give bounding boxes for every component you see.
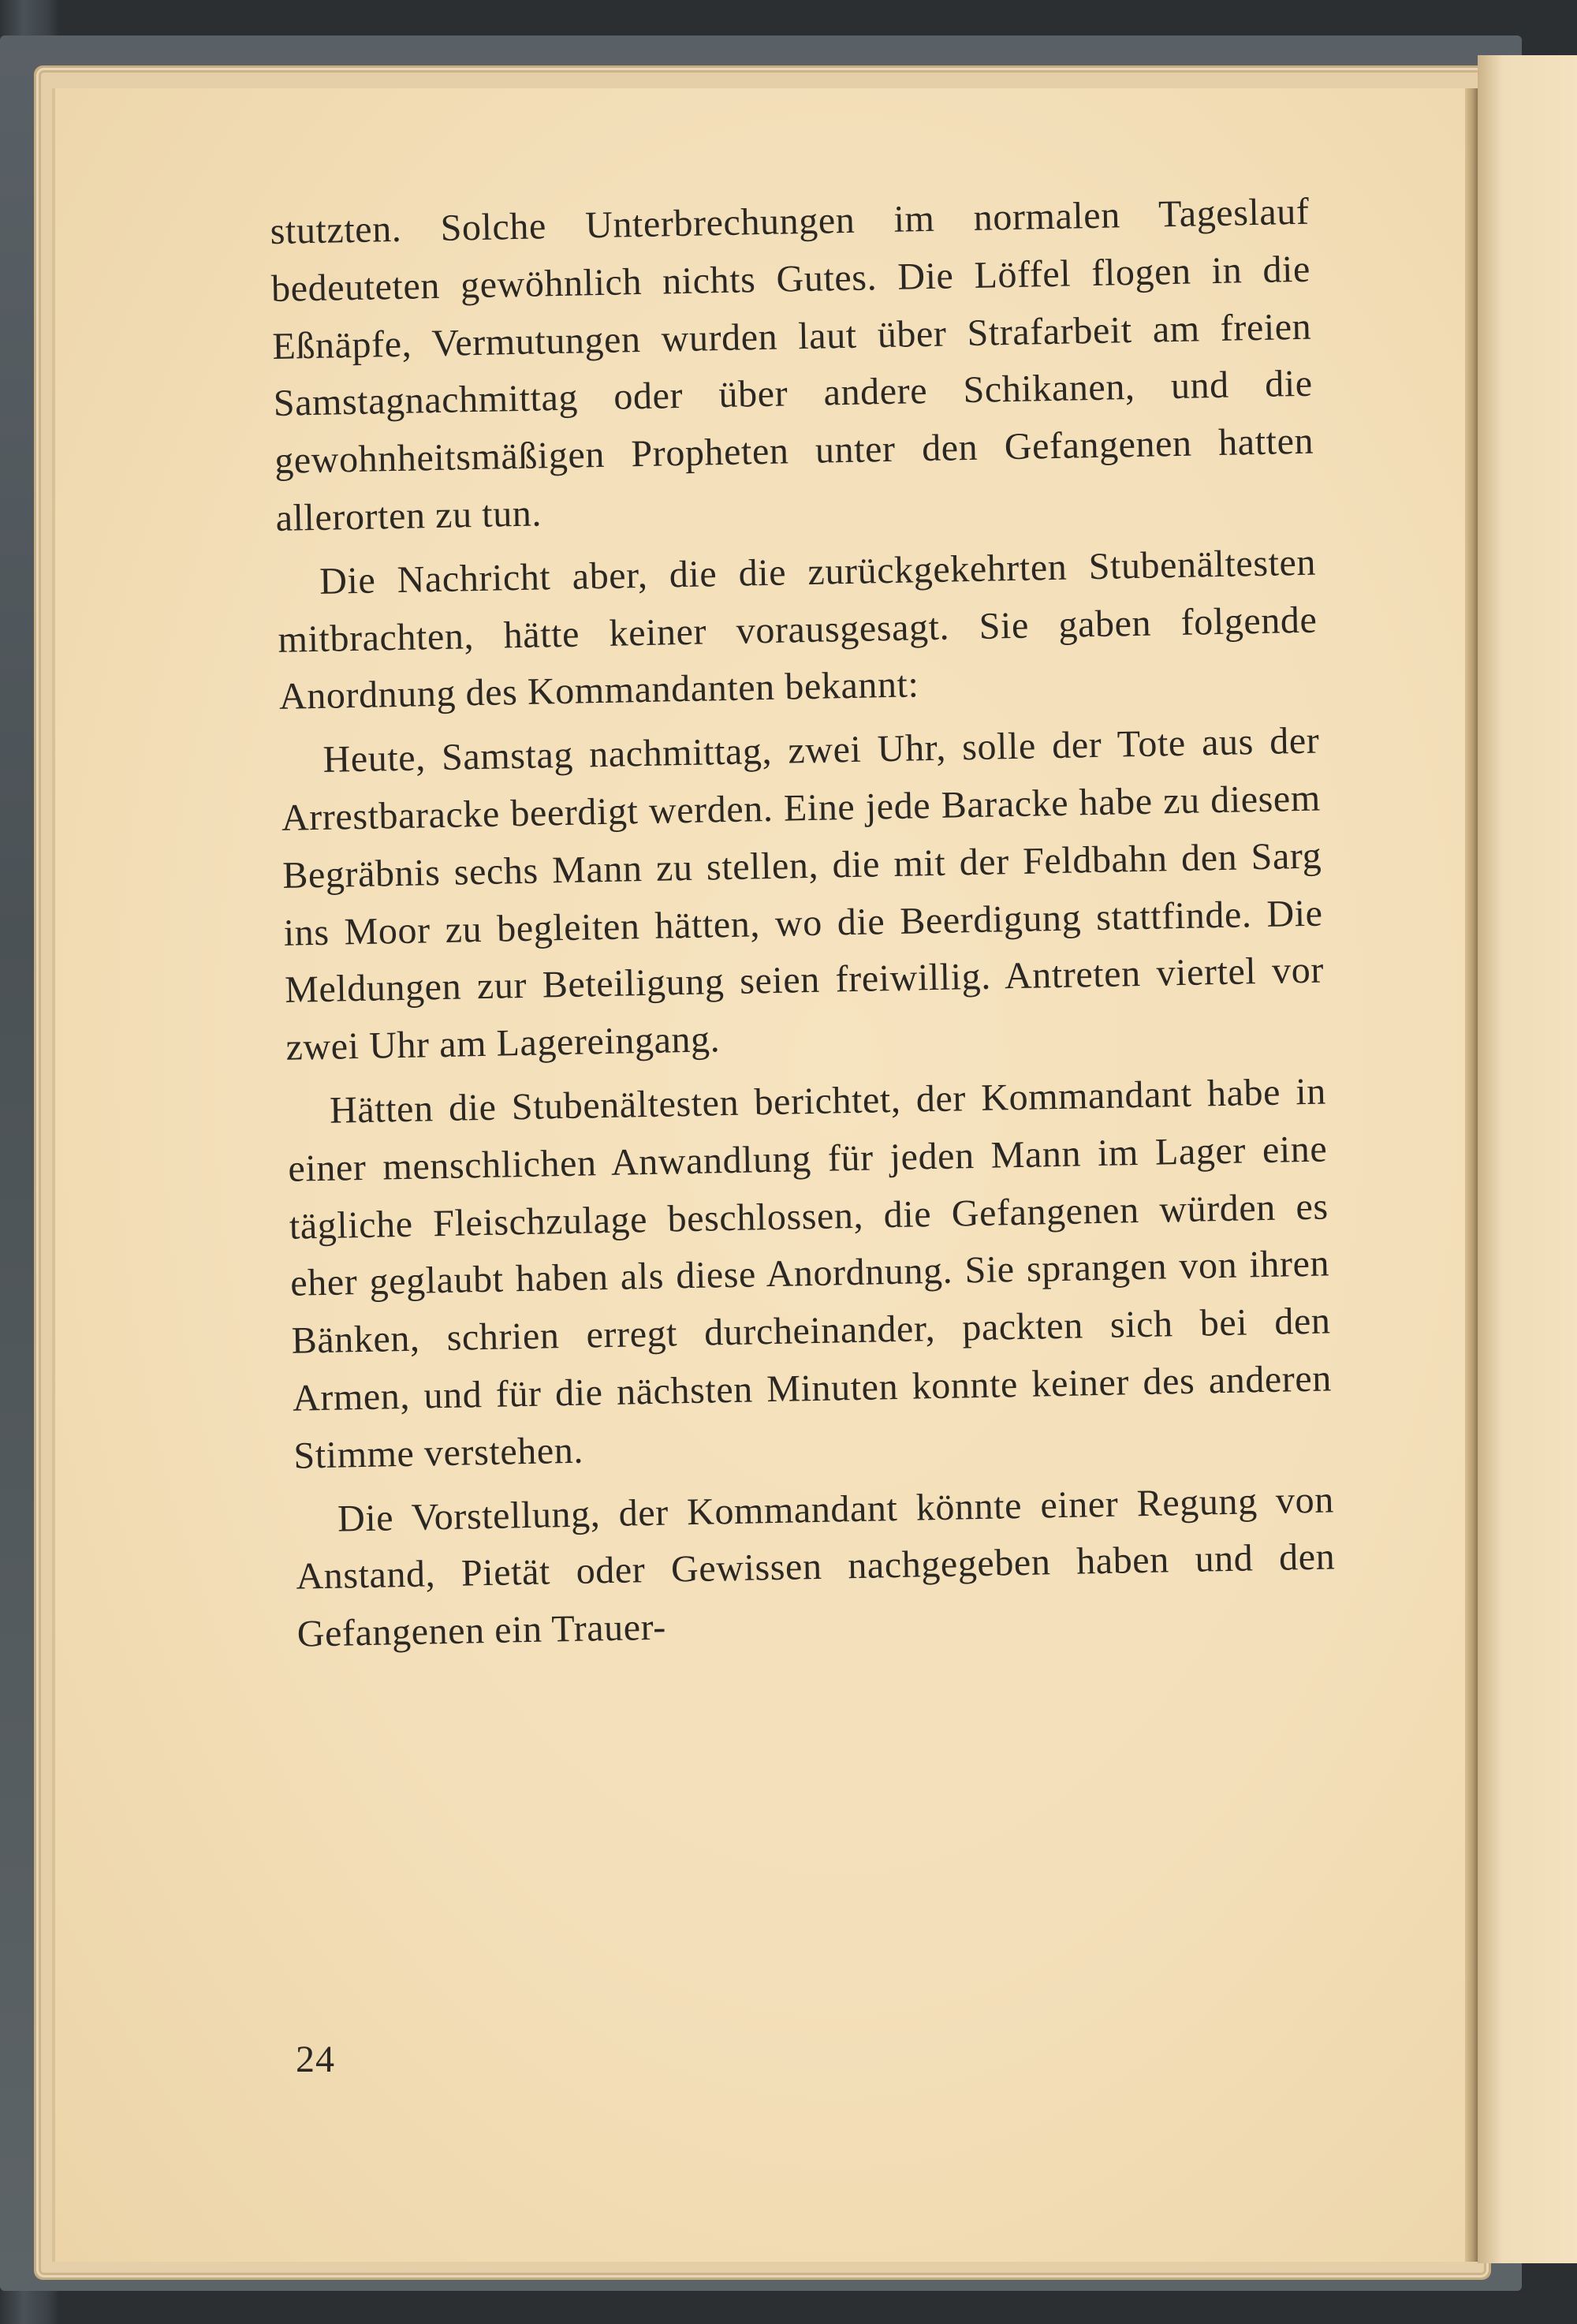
paragraph-1: stutzten. Solche Unterbrechungen im normalen Tageslauf bedeuteten gewöhnlich nichts Gutes. Die Löffel flogen in die Eßnäpfe, Vermutungen wurden laut über Strafarbeit am freien Samstagnachmittag oder über andere Schikanen, und die gewohnheitsmäßigen Propheten unter den Gefangenen hatten allerorten zu tun. <box>270 190 1314 539</box>
page-gutter <box>1465 88 1478 2262</box>
facing-page-edge <box>1478 55 1577 2263</box>
paragraph-4: Hätten die Stubenältesten berichtet, der Kommandant habe in einer menschlichen Anwandlung für jeden Mann im Lager eine tägliche Fleischzulage beschlossen, die Gefangenen würden es eher geglaubt haben als diese Anordnung. Sie sprangen von ihren Bänken, schrien erregt durcheinander, packten sich bei den Armen, und für die nächsten Minuten konnte keiner des anderen Stimme verstehen. <box>287 1070 1333 1477</box>
paragraph-2: Die Nachricht aber, die die zurückgekehrten Stubenältesten mitbrachten, hätte keiner vorausgesagt. Sie gaben folgende Anordnung des Kommandanten bekannt: <box>278 541 1318 718</box>
paragraph-5: Die Vorstellung, der Kommandant könnte einer Regung von Anstand, Pietät oder Gewissen nachgegeben haben und den Gefangenen ein Trauer- <box>295 1478 1336 1655</box>
page-number: 24 <box>296 2039 335 2080</box>
page-text <box>270 184 1337 1670</box>
paragraph-3: Heute, Samstag nachmittag, zwei Uhr, solle der Tote aus der Arrestbaracke beerdigt werden. Eine jede Baracke habe zu diesem Begräbnis sechs Mann zu stellen, die mit der Feldbahn den Sarg ins Moor zu begleiten hätten, wo die Beerdigung stattfinde. Die Meldungen zur Beteiligung seien freiwillig. Antreten viertel vor zwei Uhr am Lagereingang. <box>281 719 1325 1069</box>
